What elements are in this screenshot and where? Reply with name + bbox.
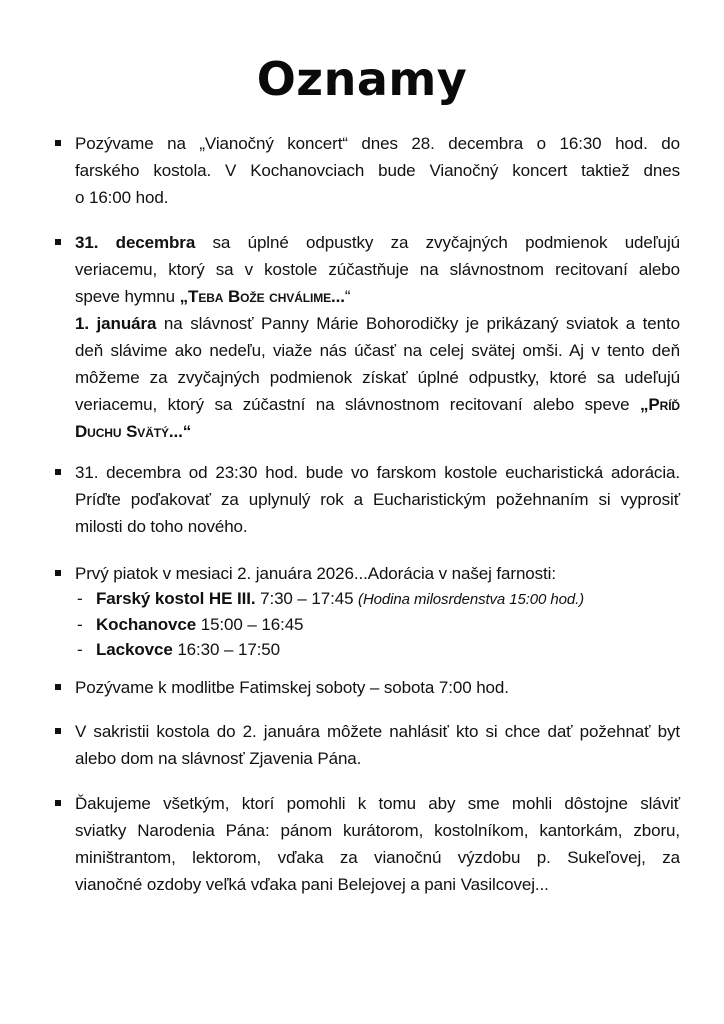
bullet-square-icon [55,570,61,576]
announcement-fatima-saturday [75,674,680,701]
time-range: 15:00 – 16:45 [196,615,304,634]
text-line: deň slávime ako nedeľu, viaže nás účasť na celej svätej omši. Aj v tento deň [75,341,680,360]
text-line: 31. decembra sa úplné odpustky za zvyčajných podmienok udeľujú [75,233,681,252]
bullet-square-icon [55,728,61,734]
text-line: Príďte poďakovať za uplynulý rok a Eucharistickým požehnaním si vyprosiť [75,490,680,509]
text-line: 1. januára na slávnosť Panny Márie Bohorodičky je prikázaný sviatok a tento [75,314,680,333]
text-line: Pozývame na „Vianočný koncert“ dnes 28. decembra o 16:30 hod. do [75,134,680,153]
announcement-concert [75,130,680,211]
text-line: o 16:00 hod. [75,188,169,207]
announcement-adoration-new-year [75,459,680,540]
date-bold: 1. januára [75,314,157,333]
text-line: veriacemu, ktorý sa zúčastní na slávnostnom recitovaní alebo speve „Príď [75,395,680,414]
announcement-thanks [75,790,680,898]
text-line: 31. decembra od 23:30 hod. bude vo farskom kostole eucharistická adorácia. [75,463,680,482]
text-line: Duchu Svätý...“ [75,422,192,441]
text-line: V sakristii kostola do 2. januára môžete nahlásiť kto si chce dať požehnať byt [75,722,680,741]
location-name: Kochanovce [96,615,197,634]
bullet-square-icon [55,239,61,245]
text-line: veriacemu, ktorý sa v kostole zúčastňuje na slávnostnom recitovaní alebo [75,260,680,279]
text-line: speve hymnu „Teba Bože chválime...“ [75,287,351,306]
page-title: Oznamy [256,52,468,106]
bullet-square-icon [55,469,61,475]
time-range: 7:30 – 17:45 [255,589,359,608]
bullet-square-icon [55,140,61,146]
announcement-first-friday [75,561,680,662]
dash-marker: - [77,615,83,634]
schedule-item [75,637,680,662]
text-line: Prvý piatok v mesiaci 2. januára 2026...Adorácia v našej farnosti: [75,564,556,583]
text-line: sviatky Narodenia Pána: pánom kurátorom, kostolníkom, kantorkám, zboru, [75,821,680,840]
text-line: vianočné ozdoby veľká vďaka pani Belejovej a pani Vasilcovej... [75,875,549,894]
schedule-item [75,586,680,612]
text-line: alebo dom na slávnosť Zjavenia Pána. [75,749,362,768]
dash-marker: - [77,589,83,608]
text-line: môžeme za zvyčajných podmienok získať úplné odpustky, ktoré sa udeľujú [75,368,680,387]
announcement-house-blessing [75,718,680,772]
location-name: Farský kostol HE III. [96,589,256,608]
schedule-item [75,612,680,637]
bullet-square-icon [55,800,61,806]
hymn-title: „Príď [639,395,680,414]
hymn-title: „Teba Bože chválime... [179,287,345,306]
date-bold: 31. decembra [75,233,196,252]
time-range: 16:30 – 17:50 [172,640,281,659]
dash-marker: - [77,640,83,659]
time-note: (Hodina milosrdenstva 15:00 hod.) [358,591,585,608]
bullet-square-icon [55,684,61,690]
hymn-title: Duchu Svätý... [75,422,183,441]
text-line: Ďakujeme všetkým, ktorí pomohli k tomu aby sme mohli dôstojne sláviť [75,794,680,813]
text-line: farského kostola. V Kochanovciach bude Vianočný koncert taktiež dnes [75,161,680,180]
announcement-indulgences [75,229,680,445]
text-line: miništrantom, lektorom, vďaka za vianočnú výzdobu p. Sukeľovej, za [75,848,680,867]
text-line: Pozývame k modlitbe Fatimskej soboty – sobota 7:00 hod. [75,678,509,697]
location-name: Lackovce [96,640,173,659]
text-line: milosti do toho nového. [75,517,248,536]
